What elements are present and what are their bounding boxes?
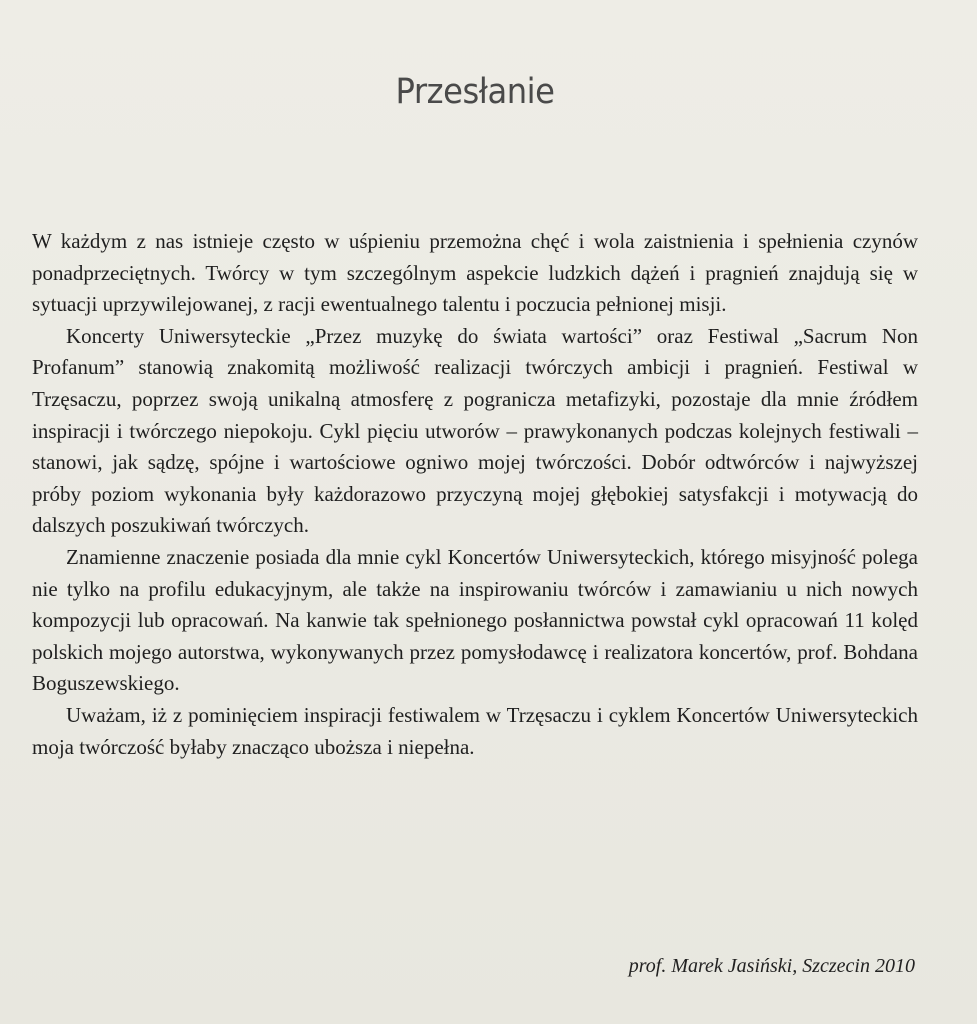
paragraph-4: Uważam, iż z pominięciem inspiracji festiwalem w Trzęsaczu i cyklem Koncertów Uniwersyteckich moja twórczość byłaby znacząco uboższa i niepełna. [32, 702, 918, 759]
body-text [32, 226, 918, 763]
paragraph-1: W każdym z nas istnieje często w uśpieniu przemożna chęć i wola zaistnienia i spełnienia czynów ponadprzeciętnych. Twórcy w tym szczególnym aspekcie ludzkich dążeń i pragnień znajdują się w sytuacji uprzywilejowanej, z racji ewentualnego talentu i poczucia pełnionej misji. [32, 229, 918, 317]
paragraph-2: Koncerty Uniwersyteckie „Przez muzykę do świata wartości” oraz Festiwal „Sacrum Non Profanum” stanowią znakomitą możliwość realizacji twórczych ambicji i pragnień. Festiwal w Trzęsaczu, poprzez swoją unikalną atmosferę z pogranicza metafizyki, pozostaje dla mnie źródłem inspiracji i twórczego niepokoju. Cykl pięciu utworów – prawykonanych podczas kolejnych festiwali – stanowi, jak sądzę, spójne i wartościowe ogniwo mojej twórczości. Dobór odtwórców i najwyższej próby poziom wykonania były każdorazowo przyczyną mojej głębokiej satysfakcji i motywacją do dalszych poszukiwań twórczych. [32, 323, 918, 538]
author-signature: prof. Marek Jasiński, Szczecin 2010 [628, 955, 915, 977]
page-title: Przesłanie [395, 72, 555, 112]
paragraph-3: Znamienne znaczenie posiada dla mnie cykl Koncertów Uniwersyteckich, którego misyjność polega nie tylko na profilu edukacyjnym, ale także na inspirowaniu twórców i zamawianiu u nich nowych kompozycji lub opracowań. Na kanwie tak spełnionego posłannictwa powstał cykl opracowań 11 kolęd polskich mojego autorstwa, wykonywanych przez pomysłodawcę i realizatora koncertów, prof. Bohdana Boguszewskiego. [32, 544, 918, 696]
